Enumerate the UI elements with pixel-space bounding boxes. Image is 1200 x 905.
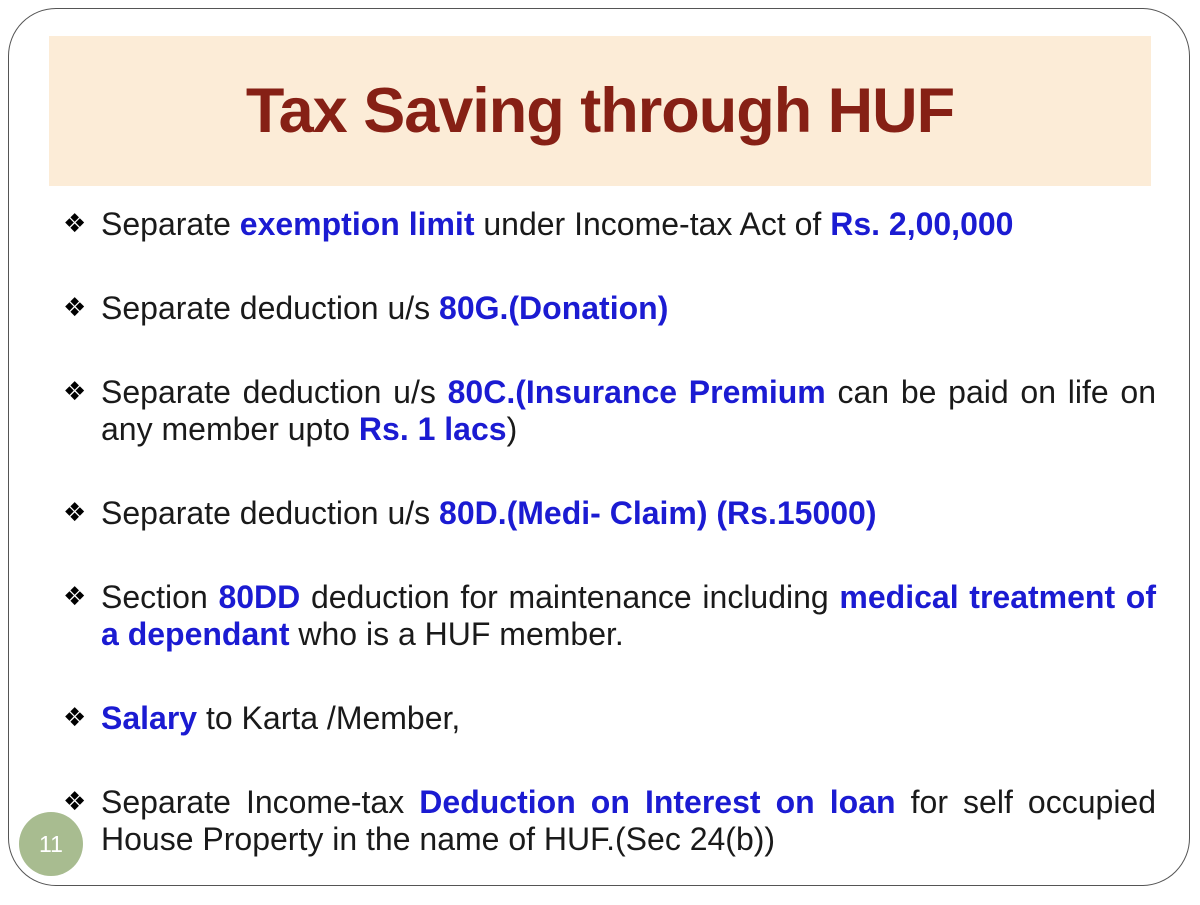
diamond-bullet-icon: ❖ — [63, 209, 87, 239]
title-banner — [49, 36, 1151, 186]
bullet-list — [63, 206, 1156, 858]
bullet-item — [63, 495, 1156, 532]
diamond-bullet-icon: ❖ — [63, 703, 87, 733]
bullet-text-segment: for self occupied House Property in the name of HUF.(Sec 24(b)) — [101, 784, 1157, 857]
bullet-text-segment: Rs. 1 lacs — [358, 411, 507, 447]
bullet-item — [63, 579, 1156, 653]
diamond-bullet-icon: ❖ — [63, 787, 87, 817]
diamond-bullet-icon: ❖ — [63, 293, 87, 323]
page-number-badge — [19, 812, 83, 876]
bullet-item — [63, 374, 1156, 448]
bullet-text-segment: Separate Income-tax — [101, 784, 420, 820]
bullet-text-segment: Deduction on Interest on loan — [419, 784, 896, 820]
diamond-bullet-icon: ❖ — [63, 377, 87, 407]
bullet-text-segment: medical treatment of a dependant — [101, 579, 1157, 652]
bullet-text-segment: deduction for maintenance including — [300, 579, 840, 615]
bullet-item — [63, 700, 1156, 737]
bullet-text-segment: Separate — [101, 206, 240, 242]
bullet-text-segment: Separate deduction u/s — [101, 374, 448, 410]
bullet-text-segment: who is a HUF member. — [289, 616, 624, 652]
bullet-item — [63, 206, 1156, 243]
page-title: Tax Saving through HUF — [245, 76, 955, 146]
bullet-text-segment: Salary — [101, 700, 198, 736]
bullet-text-segment: Rs. 2,00,000 — [830, 206, 1014, 242]
bullet-text-segment: 80DD — [218, 579, 301, 615]
bullet-text-segment: ) — [506, 411, 518, 447]
slide-body — [63, 206, 1156, 905]
page-number: 11 — [39, 830, 63, 857]
bullet-item — [63, 290, 1156, 327]
bullet-text-segment: 80C.(Insurance Premium — [447, 374, 826, 410]
slide — [8, 8, 1190, 886]
bullet-text-segment: Section — [101, 579, 219, 615]
bullet-text-segment: 80G.(Donation) — [439, 290, 669, 326]
bullet-text-segment: under Income-tax Act of — [474, 206, 831, 242]
diamond-bullet-icon: ❖ — [63, 498, 87, 528]
diamond-bullet-icon: ❖ — [63, 582, 87, 612]
bullet-text-segment: can be paid on life on any member upto — [101, 374, 1157, 447]
bullet-text-segment: exemption limit — [239, 206, 475, 242]
bullet-text-segment: Separate deduction u/s — [101, 495, 440, 531]
bullet-text-segment: 80D.(Medi- Claim) (Rs.15000) — [439, 495, 877, 531]
bullet-text-segment: Separate deduction u/s — [101, 290, 440, 326]
bullet-text-segment: to Karta /Member, — [197, 700, 461, 736]
bullet-item — [63, 784, 1156, 858]
